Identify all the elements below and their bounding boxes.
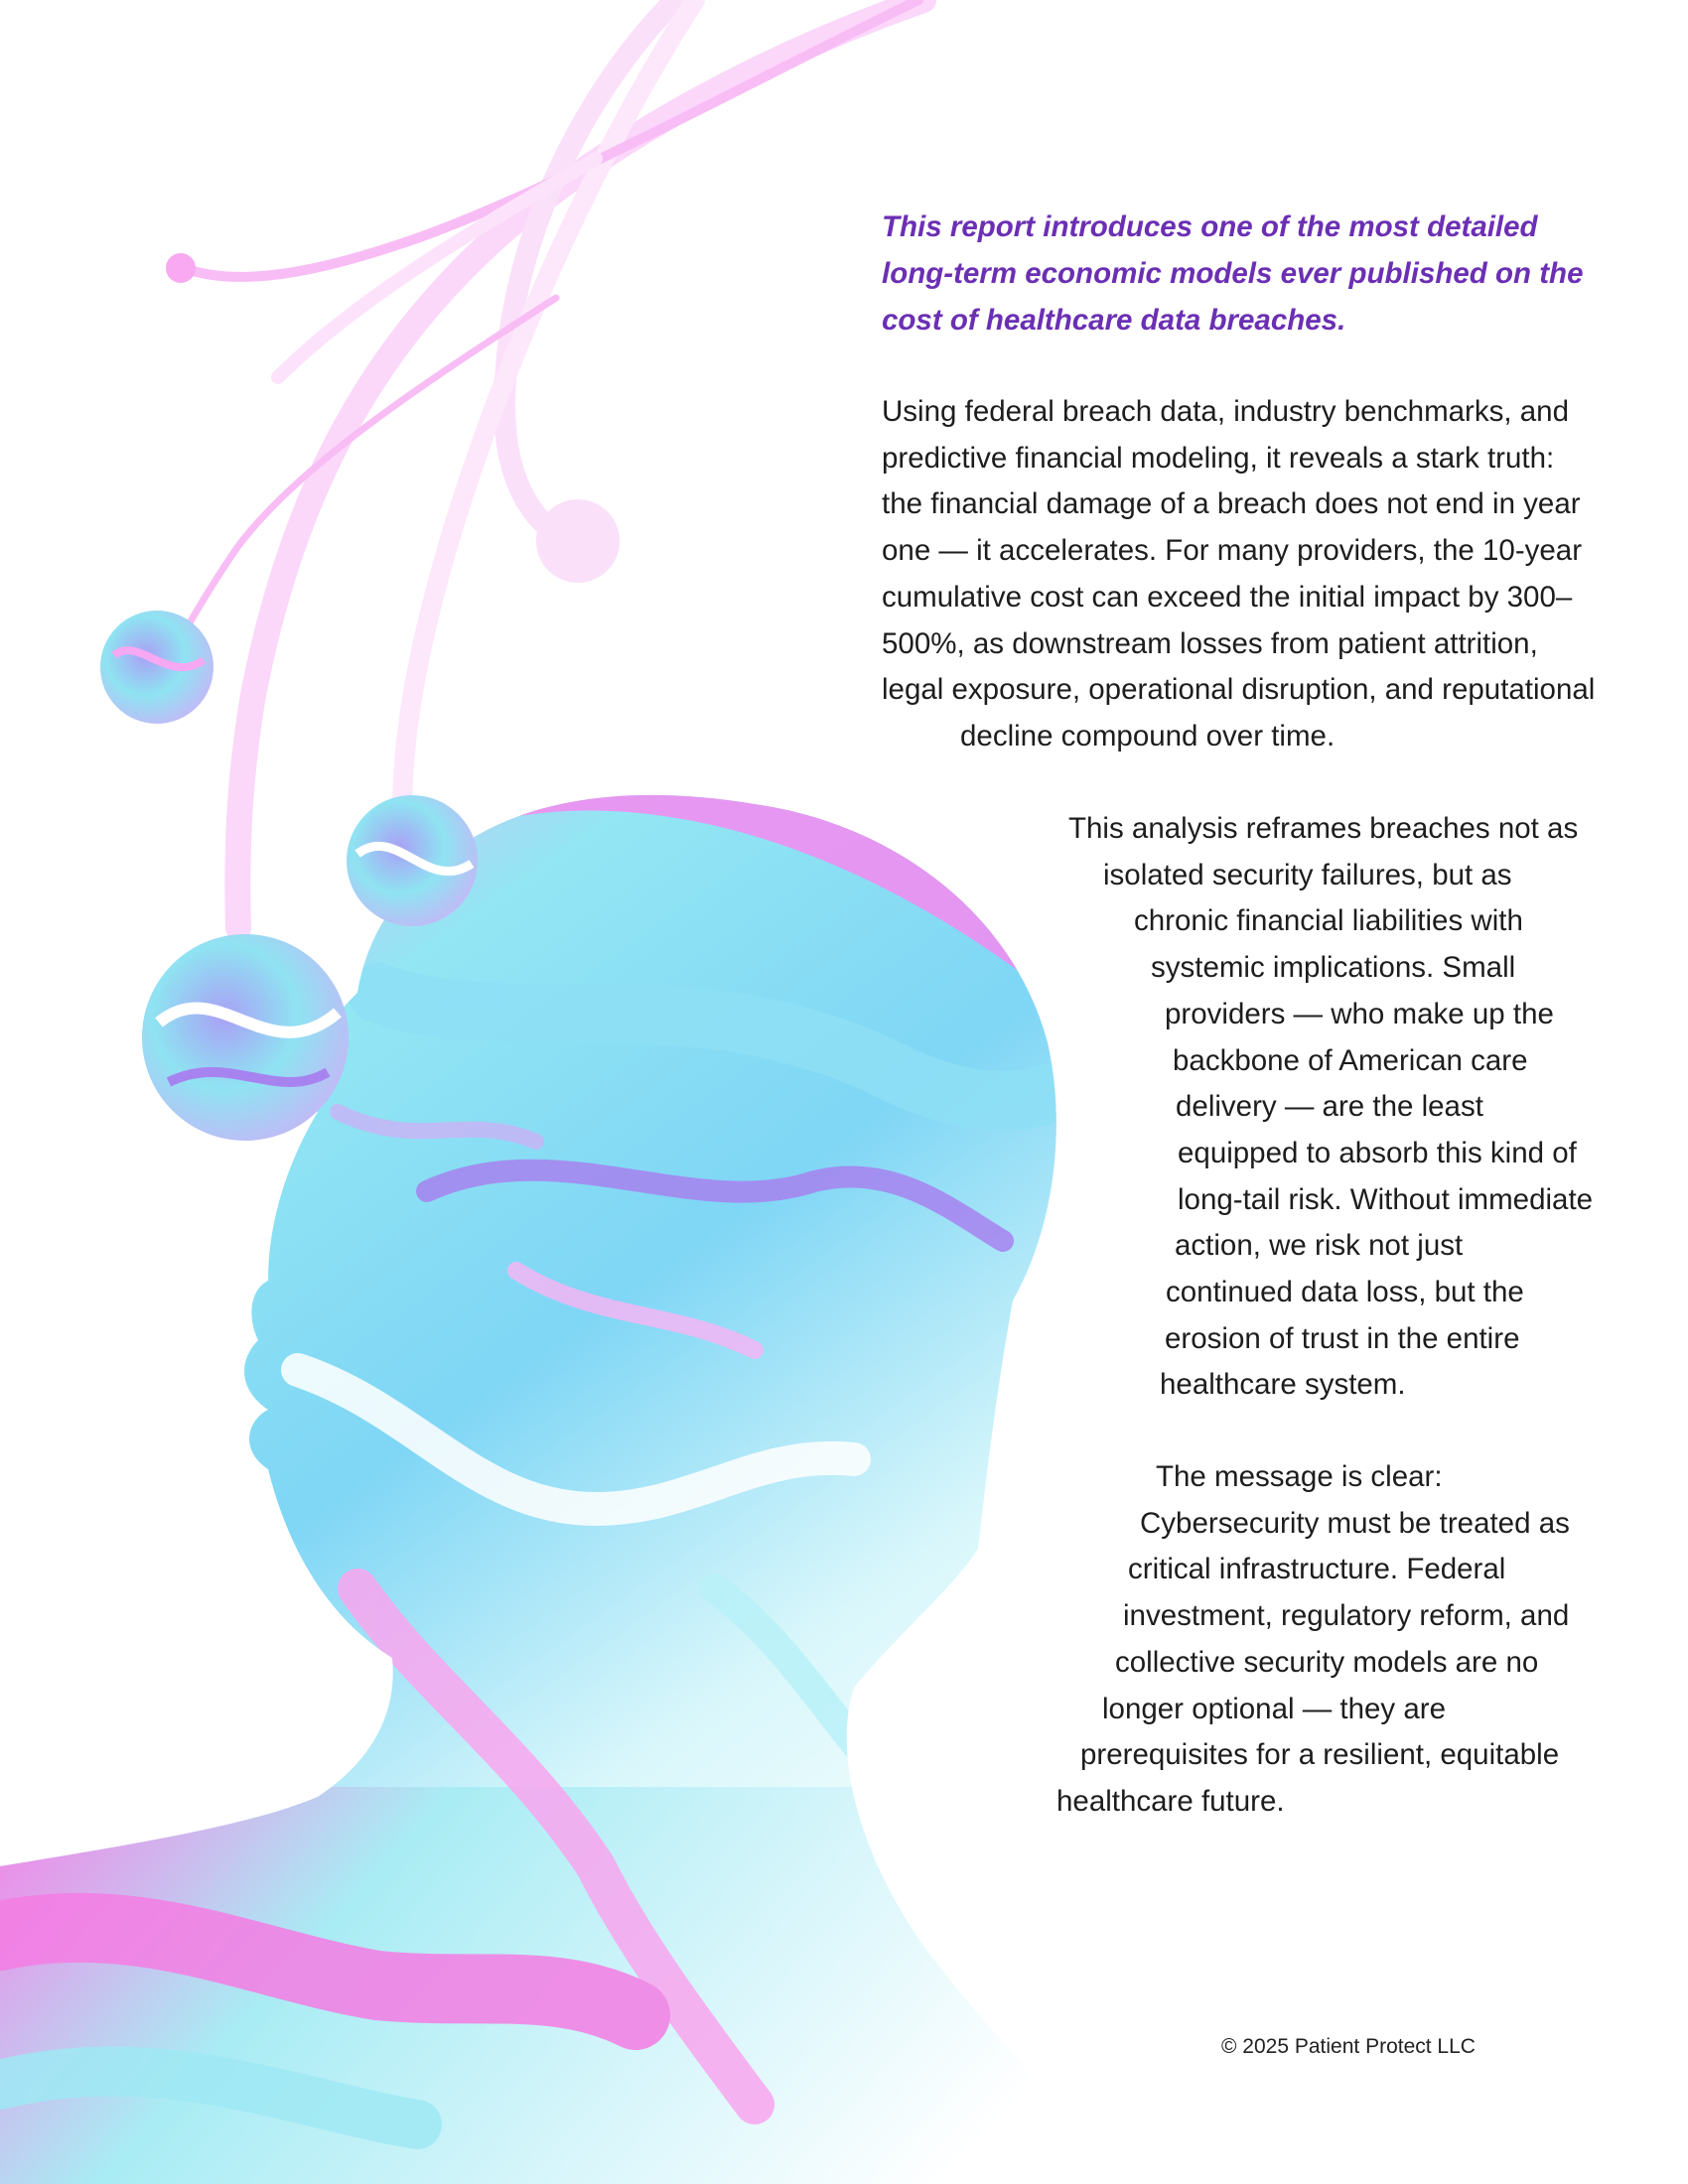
body-line: action, we risk not just [1175, 1229, 1464, 1263]
body-line: collective security models are no [1115, 1645, 1539, 1679]
copyright-footer: © 2025 Patient Protect LLC [1221, 2035, 1476, 2058]
body-line: healthcare system. [1160, 1368, 1406, 1402]
body-line: cumulative cost can exceed the initial impact by 300– [882, 580, 1573, 614]
body-line: longer optional — they are [1102, 1692, 1447, 1725]
body-line: predictive financial modeling, it reveals a stark truth: [882, 441, 1555, 475]
body-line: erosion of trust in the entire [1165, 1321, 1520, 1355]
intro-statement: This report introduces one of the most detailed long-term economic models ever published on the cost of healthcare data breaches. [882, 210, 1584, 337]
body-line: backbone of American care [1173, 1043, 1528, 1077]
body-line: isolated security failures, but as [1103, 858, 1512, 891]
body-line: continued data loss, but the [1166, 1276, 1524, 1308]
body-line: systemic implications. Small [1151, 951, 1516, 985]
body-line: one — it accelerates. For many providers, the 10-year [882, 534, 1583, 568]
body-line: investment, regulatory reform, and [1123, 1599, 1570, 1633]
body-line: Using federal breach data, industry benchmarks, and [882, 395, 1569, 428]
body-line: chronic financial liabilities with [1134, 904, 1523, 938]
body-line: 500%, as downstream losses from patient attrition, [882, 626, 1538, 660]
body-line: The message is clear: [1156, 1460, 1443, 1493]
body-line: prerequisites for a resilient, equitable [1080, 1738, 1560, 1772]
body-line: This analysis reframes breaches not as [1068, 812, 1579, 845]
body-line: legal exposure, operational disruption, and reputational [882, 673, 1596, 707]
body-line: healthcare future. [1056, 1784, 1285, 1818]
body-line: critical infrastructure. Federal [1128, 1553, 1506, 1586]
body-line: decline compound over time. [960, 719, 1336, 752]
body-line: equipped to absorb this kind of [1178, 1136, 1577, 1169]
body-line: delivery — are the least [1176, 1090, 1483, 1124]
body-line: long-tail risk. Without immediate [1178, 1182, 1594, 1216]
body-line: Cybersecurity must be treated as [1140, 1506, 1570, 1540]
body-line: the financial damage of a breach does not end in year [882, 487, 1581, 521]
body-line: providers — who make up the [1165, 997, 1554, 1030]
